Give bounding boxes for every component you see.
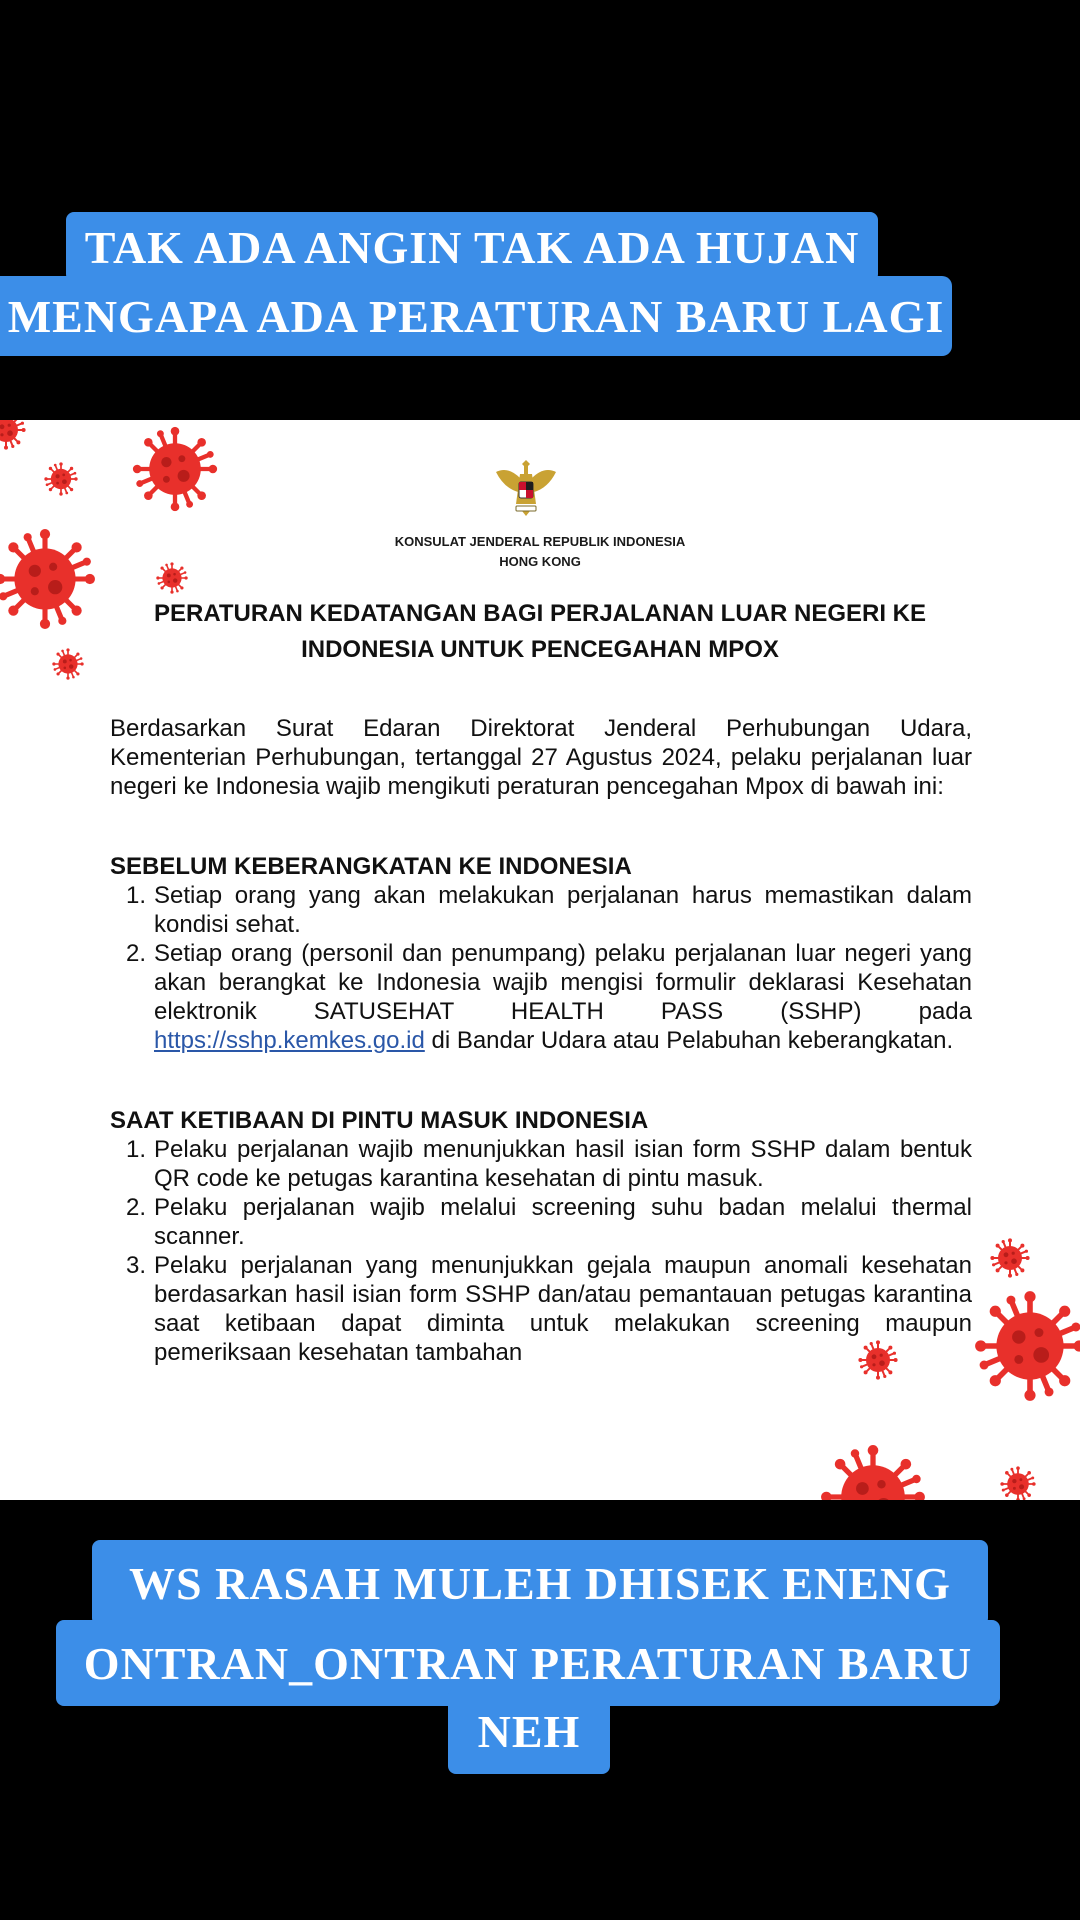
document-title: PERATURAN KEDATANGAN BAGI PERJALANAN LUAR NEGERI KE INDONESIA UNTUK PENCEGAHAN MPOX (153, 600, 927, 663)
virus-icon (820, 1444, 926, 1500)
virus-icon (990, 1238, 1030, 1278)
list-item (110, 881, 972, 939)
on-arrival-list (110, 1135, 972, 1367)
list-item (110, 1251, 972, 1367)
list-item (110, 1135, 972, 1193)
garuda-emblem-icon (490, 450, 562, 522)
virus-icon (1000, 1466, 1036, 1500)
list-item-text: Setiap orang yang akan melakukan perjalanan harus memastikan dalam kondisi sehat. (154, 882, 972, 938)
consulate-name-line-1: KONSULAT JENDERAL REPUBLIK INDONESIA (394, 534, 686, 549)
sshp-link[interactable]: https://sshp.kemkes.go.id (154, 1027, 425, 1054)
announcement-document (0, 420, 1080, 1500)
caption-top-line-1: TAK ADA ANGIN TAK ADA HUJAN (66, 212, 878, 282)
section-heading-on-arrival: SAAT KETIBAAN DI PINTU MASUK INDONESIA (110, 1107, 649, 1134)
caption-bottom-line-2: ONTRAN_ONTRAN PERATURAN BARU (56, 1620, 1000, 1706)
before-departure-list (110, 881, 972, 1055)
virus-icon (974, 1290, 1080, 1402)
caption-top-line-2: MENGAPA ADA PERATURAN BARU LAGI (0, 276, 952, 356)
virus-icon (44, 462, 78, 496)
list-item-text: Pelaku perjalanan wajib melalui screening suhu badan melalui thermal scanner. (154, 1194, 972, 1250)
list-item (110, 939, 972, 1055)
list-number: 3. (126, 1252, 147, 1279)
list-item (110, 1193, 972, 1251)
virus-icon (52, 648, 84, 680)
list-item-text: Pelaku perjalanan wajib menunjukkan hasil isian form SSHP dalam bentuk QR code ke petugas karantina kesehatan di pintu masuk. (154, 1136, 972, 1192)
virus-icon (0, 420, 26, 450)
list-item-text: Setiap orang (personil dan penumpang) pelaku perjalanan luar negeri yang akan berangkat ke Indonesia wajib mengisi formulir deklarasi Kesehatan elektronik SATUSEHAT HEALTH PASS (SSHP) pada (154, 940, 972, 1025)
virus-icon (132, 426, 218, 512)
list-number: 2. (126, 1194, 147, 1221)
list-number: 1. (126, 1136, 147, 1163)
list-number: 1. (126, 882, 147, 909)
list-item-text: di Bandar Udara atau Pelabuhan keberangkatan. (424, 1027, 954, 1054)
intro-paragraph: Berdasarkan Surat Edaran Direktorat Jenderal Perhubungan Udara, Kementerian Perhubungan, tertanggal 27 Agustus 2024, pelaku perjalanan luar negeri ke Indonesia wajib mengikuti peraturan pencegahan Mpox di bawah ini: (110, 715, 972, 800)
section-heading-before-departure: SEBELUM KEBERANGKATAN KE INDONESIA (110, 853, 632, 880)
caption-bottom-line-1: WS RASAH MULEH DHISEK ENENG (92, 1540, 988, 1626)
consulate-name (0, 532, 1080, 572)
list-number: 2. (126, 940, 147, 967)
list-item-text: Pelaku perjalanan yang menunjukkan gejala maupun anomali kesehatan berdasarkan hasil isian form SSHP dan/atau pemantauan petugas karantina saat ketibaan dapat diminta untuk melakukan screening maupun pemeriksaan kesehatan tambahan (154, 1252, 972, 1366)
caption-bottom-line-3: NEH (448, 1688, 610, 1774)
consulate-name-line-2: HONG KONG (499, 554, 581, 569)
